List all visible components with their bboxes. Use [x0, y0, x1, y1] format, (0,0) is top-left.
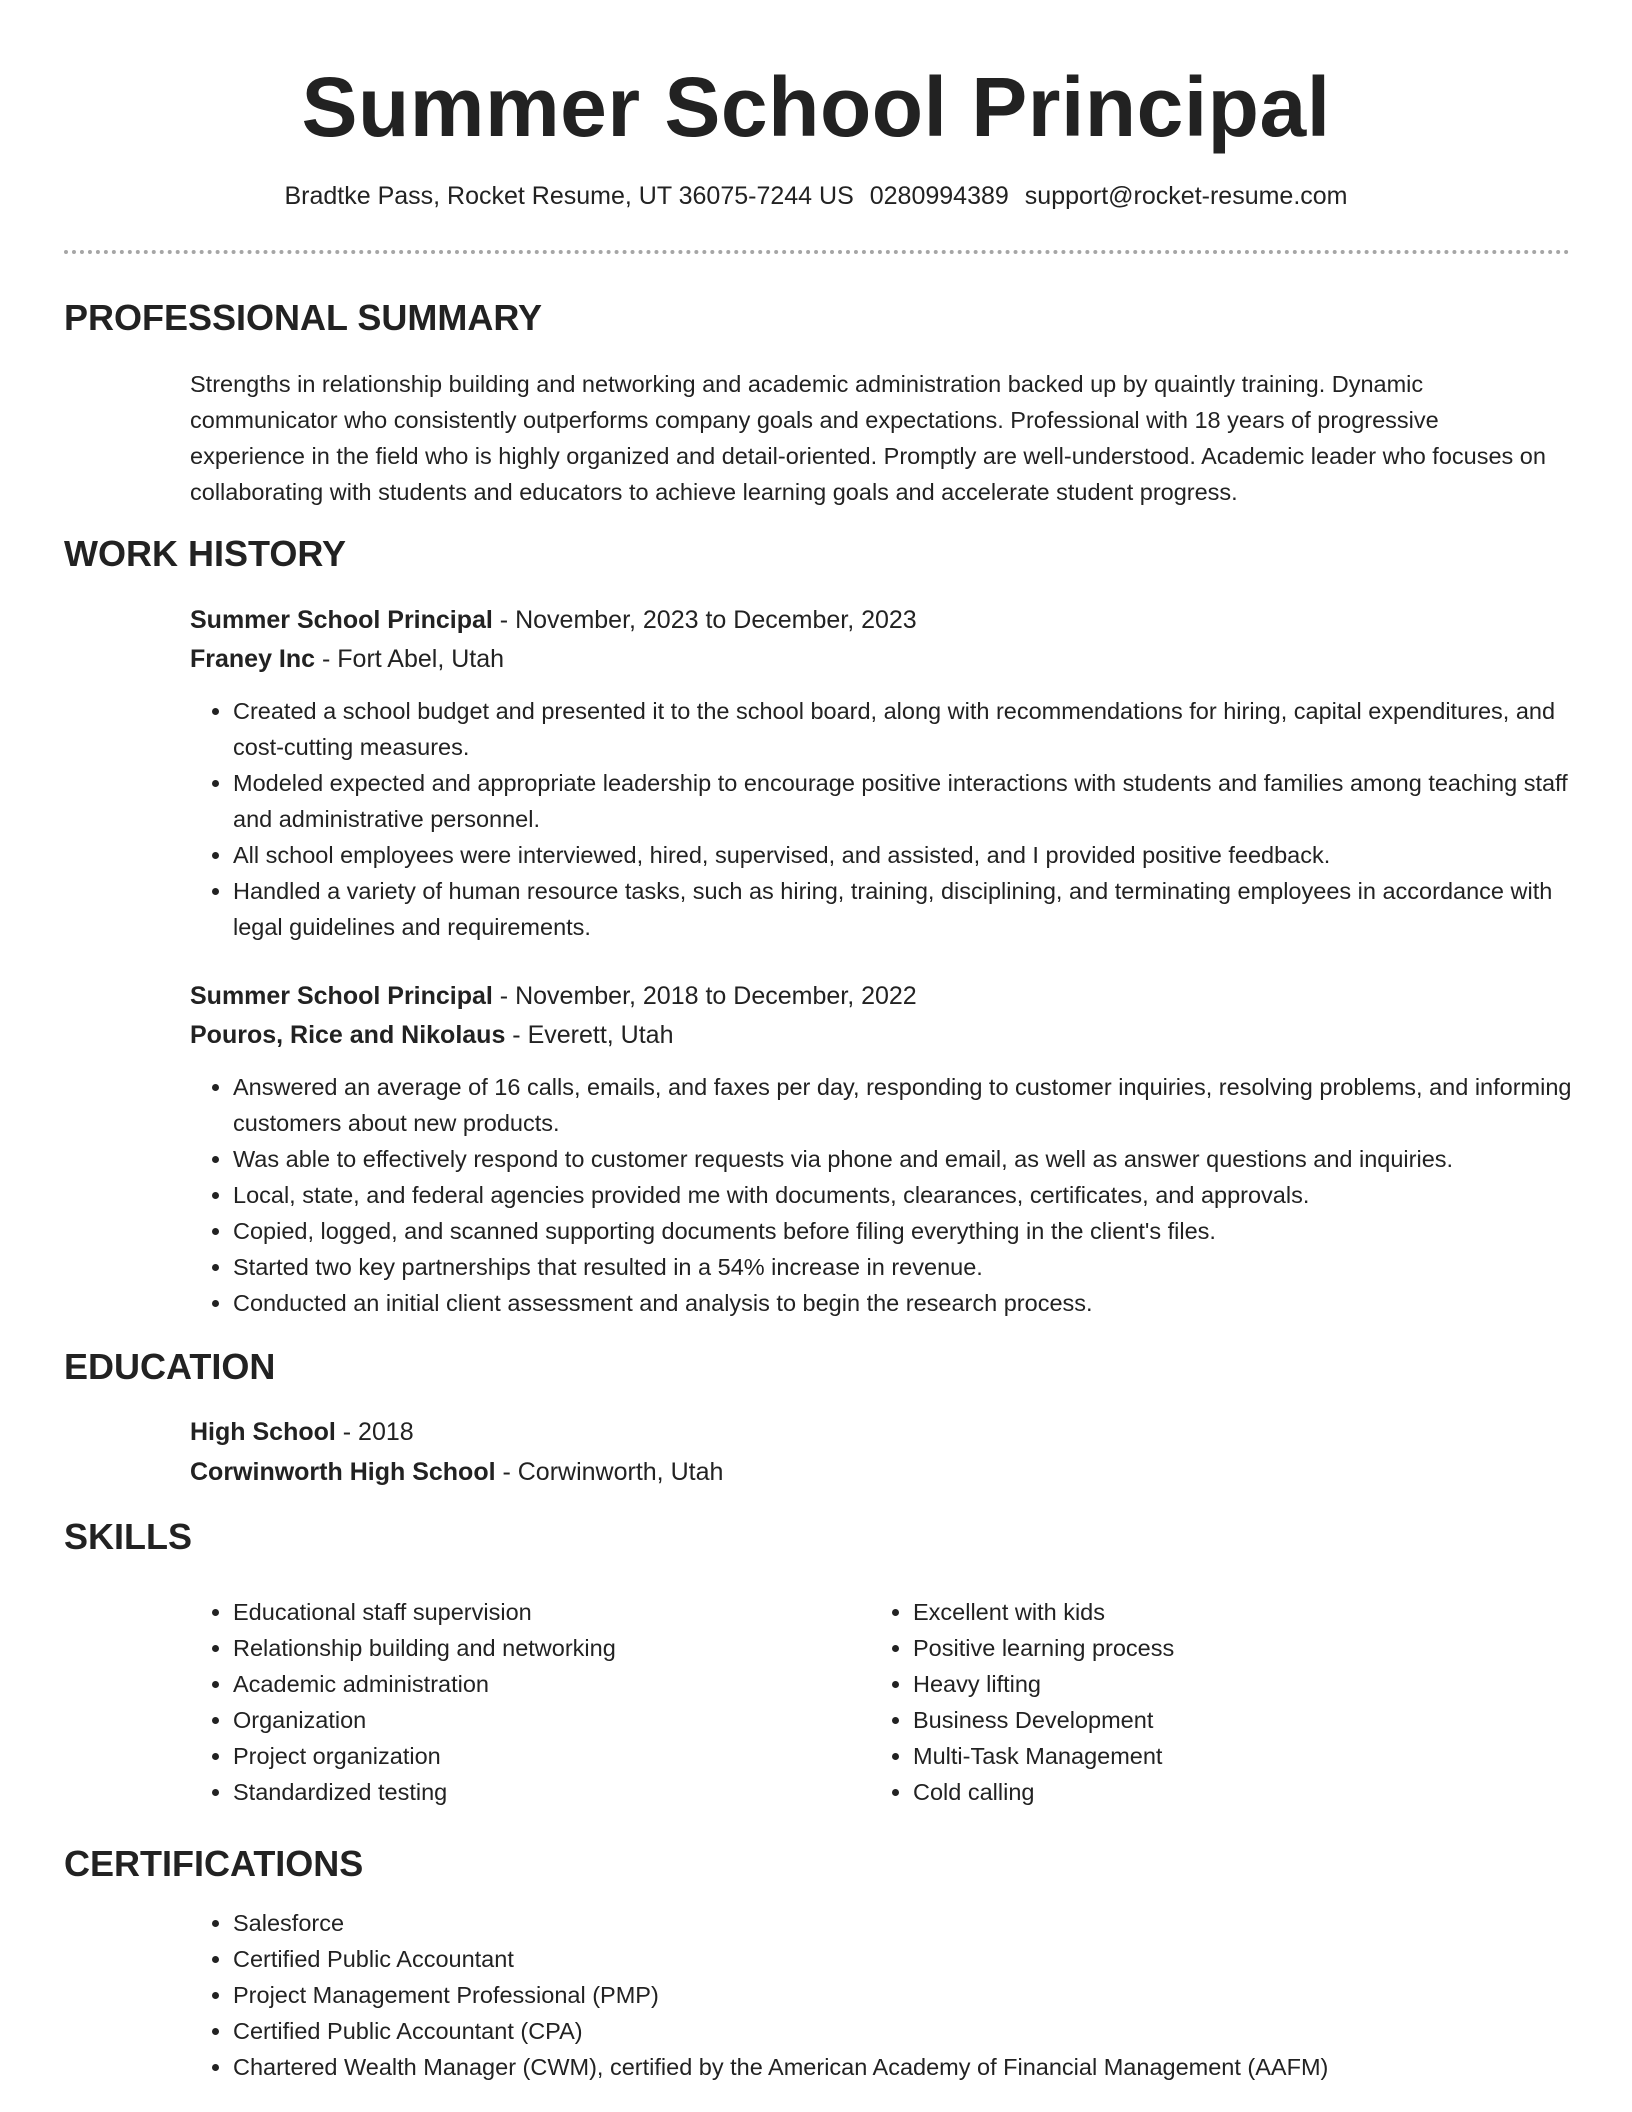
- job-2-role: Summer School Principal: [190, 982, 493, 1010]
- job-2-title-line: [190, 977, 917, 1015]
- header-divider: [64, 250, 1570, 254]
- contact-line: [0, 178, 1632, 214]
- list-item: • Local, state, and federal agencies provided me with documents, clearances, certificates, and approvals.: [233, 1177, 1603, 1213]
- education-school-line: [190, 1453, 723, 1491]
- job-2-location: - Everett, Utah: [505, 1021, 674, 1049]
- job-1-company-line: [190, 640, 504, 678]
- section-title-work-history: WORK HISTORY: [64, 533, 347, 574]
- section-title-skills: SKILLS: [64, 1516, 193, 1557]
- list-item: • Chartered Wealth Manager (CWM), certified by the American Academy of Financial Management (AAFM): [233, 2049, 1603, 2085]
- list-item: • Standardized testing: [233, 1774, 853, 1810]
- list-item: • Positive learning process: [913, 1630, 1533, 1666]
- job-1-role: Summer School Principal: [190, 606, 493, 634]
- list-item: • Educational staff supervision: [233, 1594, 853, 1630]
- summary-text: Strengths in relationship building and networking and academic administration backed up by quaintly training. Dynamic communicator who consistently outperforms company goals and expectations. Professional with 18 years of progressive experience in the field who is highly organized and detail-oriented. Promptly are well-understood. Academic leader who focuses on collaborating with students and educators to achieve learning goals and accelerate student progress.: [190, 371, 1546, 505]
- job-2-company: Pouros, Rice and Nikolaus: [190, 1021, 506, 1049]
- list-item: • Conducted an initial client assessment and analysis to begin the research process.: [233, 1285, 1603, 1321]
- skills-right-list: [870, 1594, 1533, 1810]
- job-2-company-line: [190, 1016, 673, 1054]
- job-1-dates: - November, 2023 to December, 2023: [492, 606, 917, 634]
- section-title-certifications: CERTIFICATIONS: [64, 1843, 364, 1884]
- education-school: Corwinworth High School: [190, 1458, 496, 1486]
- job-2-bullets: [190, 1069, 1603, 1321]
- list-item: • Started two key partnerships that resulted in a 54% increase in revenue.: [233, 1249, 1603, 1285]
- list-item: • Business Development: [913, 1702, 1533, 1738]
- job-2-dates: - November, 2018 to December, 2022: [492, 982, 917, 1010]
- skills-left-list: [190, 1594, 853, 1810]
- list-item: • Certified Public Accountant: [233, 1941, 1603, 1977]
- certifications-list: [190, 1905, 1603, 2085]
- contact-phone: 0280994389: [869, 182, 1009, 210]
- list-item: • Certified Public Accountant (CPA): [233, 2013, 1603, 2049]
- list-item: • Copied, logged, and scanned supporting documents before filing everything in the client's files.: [233, 1213, 1603, 1249]
- list-item: • Organization: [233, 1702, 853, 1738]
- contact-email: support@rocket-resume.com: [1024, 182, 1348, 210]
- list-item: • Project organization: [233, 1738, 853, 1774]
- list-item: • Salesforce: [233, 1905, 1603, 1941]
- education-year: - 2018: [335, 1418, 414, 1446]
- list-item: • All school employees were interviewed, hired, supervised, and assisted, and I provided positive feedback.: [233, 837, 1603, 873]
- list-item: • Relationship building and networking: [233, 1630, 853, 1666]
- education-degree-line: [190, 1413, 414, 1451]
- list-item: • Handled a variety of human resource tasks, such as hiring, training, disciplining, and terminating employees in accordance with legal guidelines and requirements.: [233, 873, 1603, 945]
- list-item: • Cold calling: [913, 1774, 1533, 1810]
- list-item: • Heavy lifting: [913, 1666, 1533, 1702]
- section-title-education: EDUCATION: [64, 1346, 276, 1387]
- list-item: • Was able to effectively respond to customer requests via phone and email, as well as answer questions and inquiries.: [233, 1141, 1603, 1177]
- education-degree: High School: [190, 1418, 336, 1446]
- list-item: • Academic administration: [233, 1666, 853, 1702]
- job-1-bullets: [190, 693, 1603, 945]
- list-item: • Excellent with kids: [913, 1594, 1533, 1630]
- resume-name: Summer School Principal: [301, 60, 1331, 154]
- section-title-summary: PROFESSIONAL SUMMARY: [64, 297, 543, 338]
- list-item: • Answered an average of 16 calls, emails, and faxes per day, responding to customer inquiries, resolving problems, and informing customers about new products.: [233, 1069, 1603, 1141]
- job-1-title-line: [190, 601, 917, 639]
- list-item: • Project Management Professional (PMP): [233, 1977, 1603, 2013]
- job-1-location: - Fort Abel, Utah: [315, 645, 505, 673]
- job-1-company: Franey Inc: [190, 645, 316, 673]
- contact-address: Bradtke Pass, Rocket Resume, UT 36075-7244 US: [284, 182, 854, 210]
- list-item: • Multi-Task Management: [913, 1738, 1533, 1774]
- education-location: - Corwinworth, Utah: [495, 1458, 724, 1486]
- list-item: • Created a school budget and presented it to the school board, along with recommendations for hiring, capital expenditures, and cost-cutting measures.: [233, 693, 1603, 765]
- list-item: • Modeled expected and appropriate leadership to encourage positive interactions with students and families among teaching staff and administrative personnel.: [233, 765, 1603, 837]
